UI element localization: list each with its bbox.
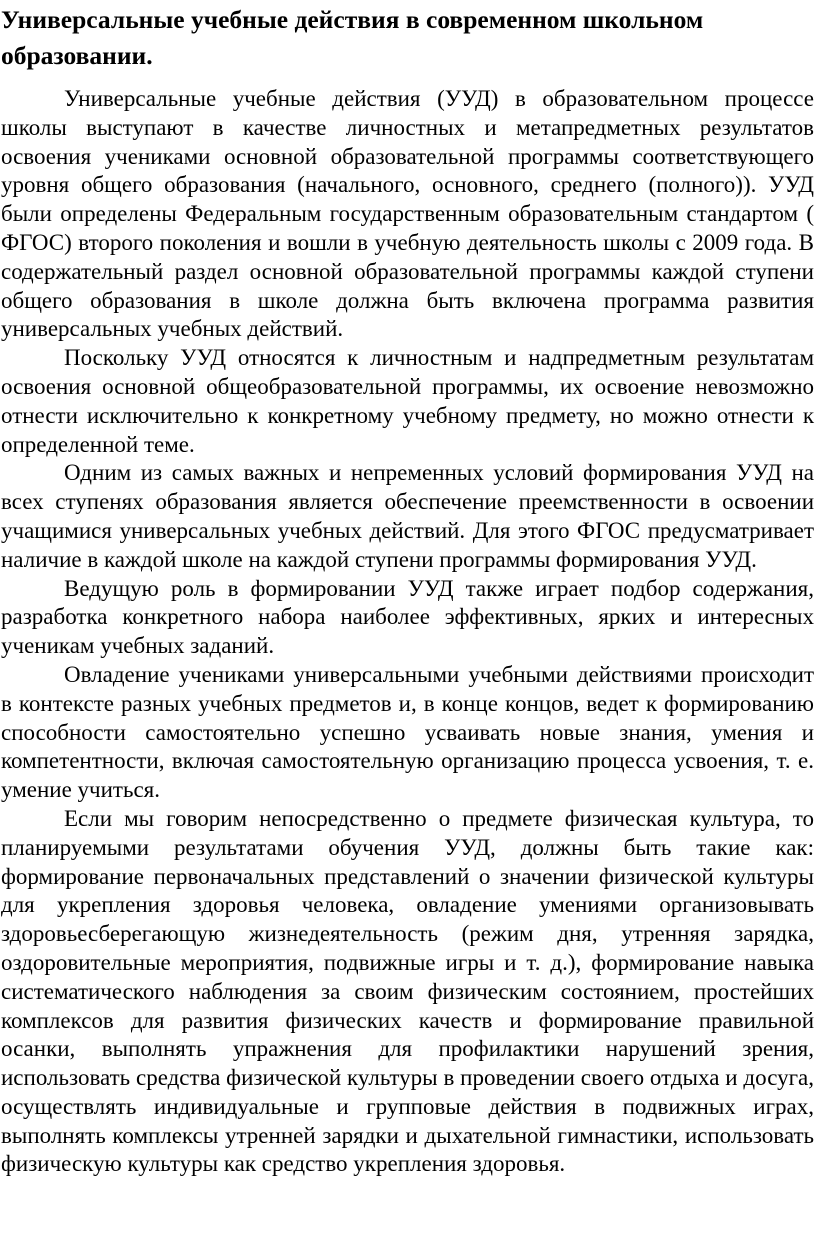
document-body [1, 85, 814, 1179]
paragraph-1: Универсальные учебные действия (УУД) в образовательном процессе школы выступают в качестве личностных и метапредметных результатов освоения учениками основной образовательной программы соответствующего уровня общего образования (начального, основного, среднего (полного)). УУД были определены Федеральным государственным образовательным стандартом ( ФГОС) второго поколения и вошли в учебную деятельность школы с 2009 года. В содержательный раздел основной образовательной программы каждой ступени общего образования в школе должна быть включена программа развития универсальных учебных действий. [1, 86, 814, 342]
document-title: Универсальные учебные действия в современном школьном образовании. [1, 5, 704, 70]
paragraph-6: Если мы говорим непосредственно о предмете физическая культура, то планируемыми результатами обучения УУД, должны быть такие как: формирование первоначальных представлений о значении физической культуры для укрепления здоровья человека, овладение умениями организовывать здоровьесберегающую жизнедеятельность (режим дня, утренняя зарядка, оздоровительные мероприятия, подвижные игры и т. д.), формирование навыка систематического наблюдения за своим физическим состоянием, простейших комплексов для развития физических качеств и формирование правильной осанки, выполнять упражнения для профилактики нарушений зрения, использовать средства физической культуры в проведении своего отдыха и досуга, осуществлять индивидуальные и групповые действия в подвижных играх, выполнять комплексы утренней зарядки и дыхательной гимнастики, использовать физическую культуры как средство укрепления здоровья. [1, 805, 814, 1177]
paragraph-5: Овладение учениками универсальными учебными действиями происходит в контексте разных учебных предметов и, в конце концов, ведет к формированию способности самостоятельно успешно усваивать новые знания, умения и компетентности, включая самостоятельную организацию процесса усвоения, т. е. умение учиться. [1, 661, 814, 803]
paragraph-3: Одним из самых важных и непременных условий формирования УУД на всех ступенях образования является обеспечение преемственности в освоении учащимися универсальных учебных действий. Для этого ФГОС предусматривает наличие в каждой школе на каждой ступени программы формирования УУД. [1, 460, 814, 572]
paragraph-2: Поскольку УУД относятся к личностным и надпредметным результатам освоения основной общеобразовательной программы, их освоение невозможно отнести исключительно к конкретному учебному предмету, но можно отнести к определенной теме. [1, 345, 814, 457]
paragraph-4: Ведущую роль в формировании УУД также играет подбор содержания, разработка конкретного набора наиболее эффективных, ярких и интересных ученикам учебных заданий. [1, 575, 814, 659]
